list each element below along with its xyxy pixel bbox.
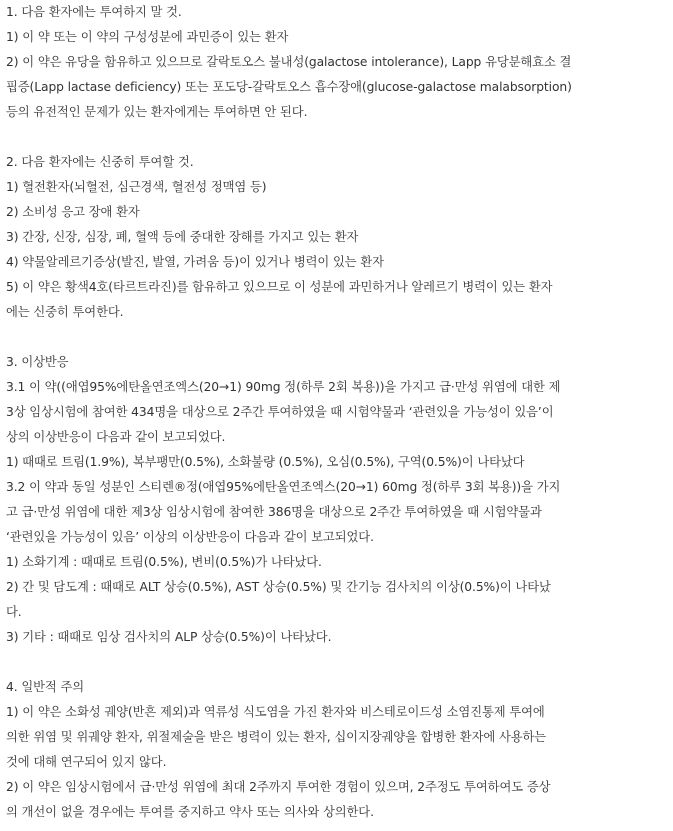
text-line: 상의 이상반응이 다음과 같이 보고되었다.: [6, 430, 226, 444]
text-line: 1) 혈전환자(뇌혈전, 심근경색, 혈전성 정맥염 등): [6, 180, 267, 194]
paragraph-spacer: [6, 650, 668, 675]
text-line: 1) 이 약은 소화성 궤양(반흔 제외)과 역류성 식도염을 가진 환자와 비스테로이드성 소염진통제 투여에: [6, 705, 545, 719]
text-line: 3상 임상시험에 참여한 434명을 대상으로 2주간 투여하였을 때 시험약물과 ‘관련있을 가능성이 있음’이: [6, 405, 554, 419]
section-heading: 1. 다음 환자에는 투여하지 말 것.: [6, 5, 182, 19]
text-line: 등의 유전적인 문제가 있는 환자에게는 투여하면 안 된다.: [6, 105, 308, 119]
text-line: 4) 약물알레르기증상(발진, 발열, 가려움 등)이 있거나 병력이 있는 환자: [6, 255, 384, 269]
text-line: 고 급·만성 위염에 대한 제3상 임상시험에 참여한 386명을 대상으로 2주간 투여하였을 때 시험약물과: [6, 505, 542, 519]
paragraph-spacer: [6, 325, 668, 350]
text-line: 3) 간장, 신장, 심장, 폐, 혈액 등에 중대한 장해를 가지고 있는 환자: [6, 230, 359, 244]
section-heading: 2. 다음 환자에는 신중히 투여할 것.: [6, 155, 194, 169]
text-line: 1) 소화기계 : 때때로 트림(0.5%), 변비(0.5%)가 나타났다.: [6, 555, 322, 569]
text-line: 에는 신중히 투여한다.: [6, 305, 124, 319]
text-line: 1) 때때로 트림(1.9%), 복부팽만(0.5%), 소화불량 (0.5%), 오심(0.5%), 구역(0.5%)이 나타났다: [6, 455, 525, 469]
text-line: 3) 기타 : 때때로 임상 검사치의 ALP 상승(0.5%)이 나타났다.: [6, 630, 332, 644]
text-line: 의 개선이 없을 경우에는 투여를 중지하고 약사 또는 의사와 상의한다.: [6, 805, 374, 819]
text-line: ‘관련있을 가능성이 있음’ 이상의 이상반응이 다음과 같이 보고되었다.: [6, 530, 374, 544]
section-careful-administration: [6, 150, 668, 325]
text-line: 2) 이 약은 유당을 함유하고 있으므로 갈락토오스 불내성(galactose intolerance), Lapp 유당분해효소 결: [6, 55, 572, 69]
section-general-precautions: [6, 675, 668, 825]
text-line: 2) 소비성 응고 장애 환자: [6, 205, 140, 219]
section-heading: 4. 일반적 주의: [6, 680, 85, 694]
text-line: 3.2 이 약과 동일 성분인 스티렌®정(애엽95%에탄올연조엑스(20→1) 60mg 정(하루 3회 복용))을 가지: [6, 480, 561, 494]
text-line: 1) 이 약 또는 이 약의 구성성분에 과민증이 있는 환자: [6, 30, 289, 44]
text-line: 다.: [6, 605, 22, 619]
text-line: 의한 위염 및 위궤양 환자, 위절제술을 받은 병력이 있는 환자, 십이지장궤양을 합병한 환자에 사용하는: [6, 730, 547, 744]
document-body: [6, 0, 668, 825]
text-line: 2) 이 약은 임상시험에서 급·만성 위염에 최대 2주까지 투여한 경험이 있으며, 2주정도 투여하여도 증상: [6, 780, 551, 794]
section-heading: 3. 이상반응: [6, 355, 69, 369]
section-adverse-reactions: [6, 350, 668, 650]
text-line: 5) 이 약은 황색4호(타르트라진)를 함유하고 있으므로 이 성분에 과민하거나 알레르기 병력이 있는 환자: [6, 280, 553, 294]
text-line: 3.1 이 약((애엽95%에탄올연조엑스(20→1) 90mg 정(하루 2회 복용))을 가지고 급·만성 위염에 대한 제: [6, 380, 561, 394]
text-line: 2) 간 및 담도계 : 때때로 ALT 상승(0.5%), AST 상승(0.5%) 및 간기능 검사치의 이상(0.5%)이 나타났: [6, 580, 551, 594]
text-line: 것에 대해 연구되어 있지 않다.: [6, 755, 167, 769]
section-contraindications: [6, 0, 668, 125]
text-line: 핍증(Lapp lactase deficiency) 또는 포도당-갈락토오스 흡수장애(glucose-galactose malabsorption): [6, 80, 572, 94]
paragraph-spacer: [6, 125, 668, 150]
